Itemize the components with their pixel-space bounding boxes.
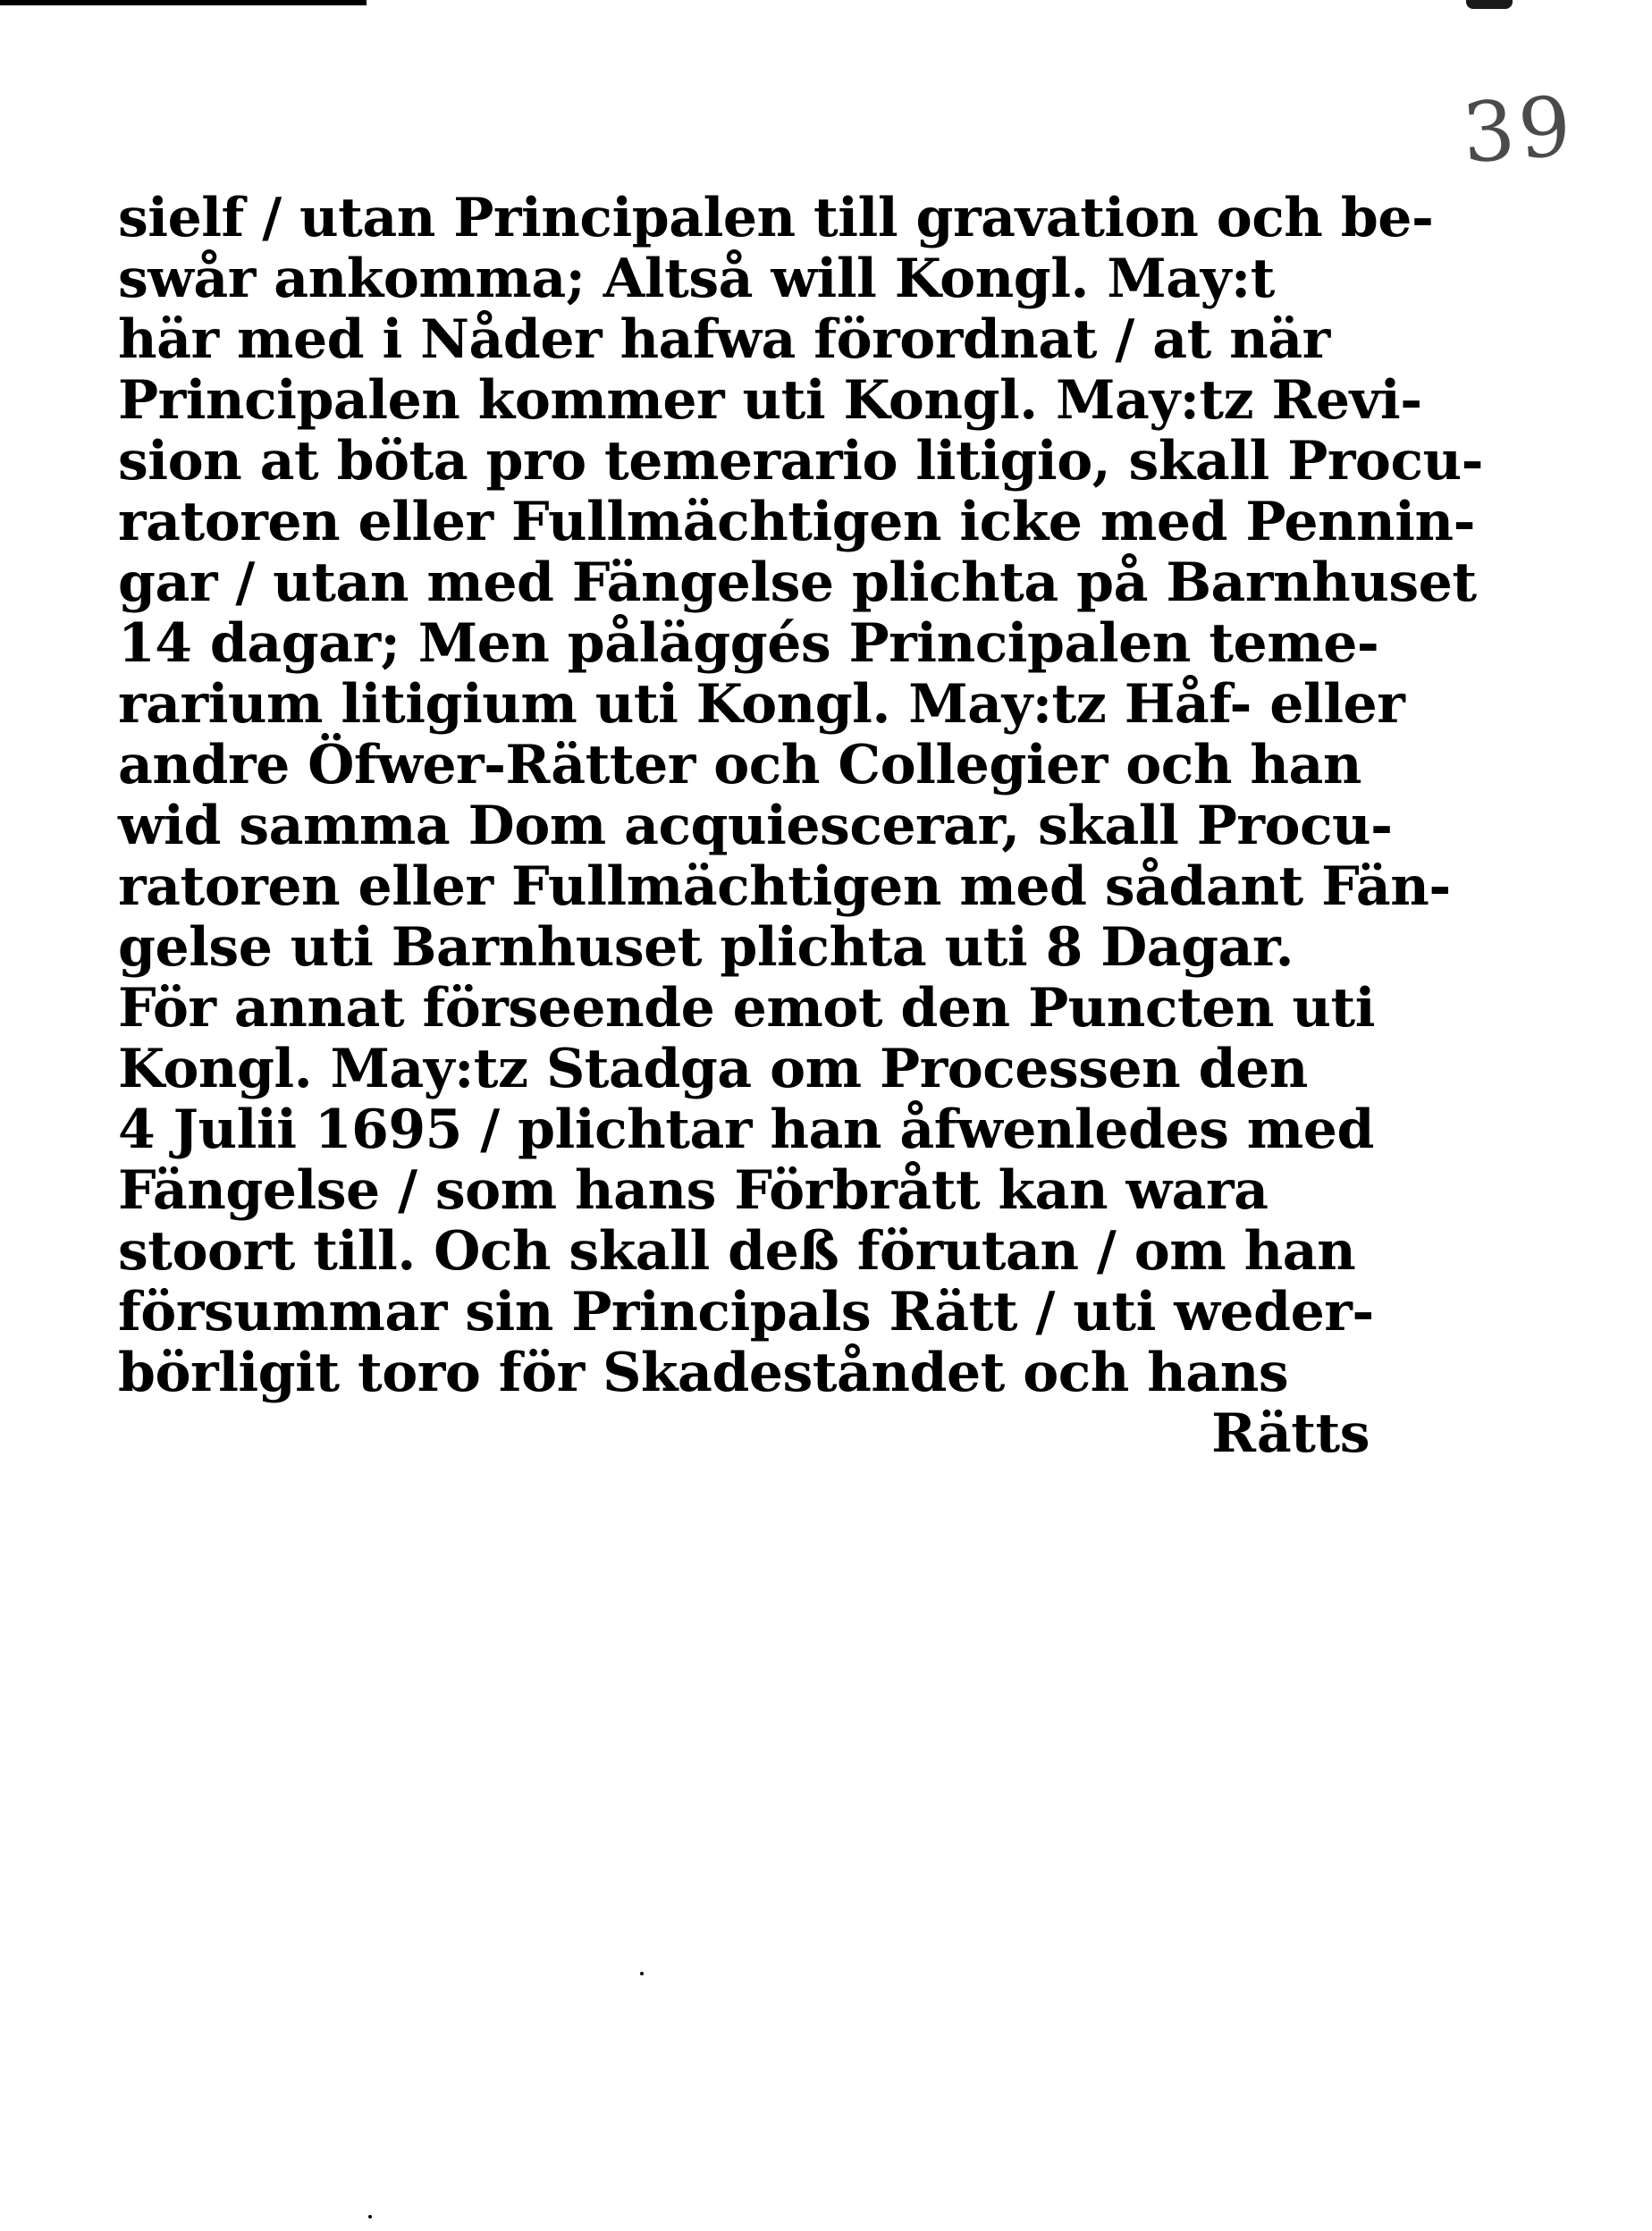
text-line: Fängelse / som hans Förbrått kan wara: [118, 1159, 1268, 1222]
text-line: Principalen kommer uti Kongl. May:tz Revi-: [118, 369, 1422, 432]
page-number: 39: [1459, 78, 1578, 182]
text-line: försummar sin Principals Rätt / uti weder-: [118, 1281, 1374, 1343]
text-line: här med i Nåder hafwa förordnat / at när: [118, 308, 1330, 371]
text-line: andre Öfwer-Rätter och Collegier och han: [118, 734, 1361, 796]
text-line: gar / utan med Fängelse plichta på Barnhuset: [118, 551, 1477, 614]
catchword: Rätts: [1211, 1402, 1370, 1465]
ink-speck: [640, 1972, 644, 1975]
text-line: sielf / utan Principalen till gravation och be-: [118, 187, 1434, 249]
text-line: gelse uti Barnhuset plichta uti 8 Dagar.: [118, 916, 1294, 979]
text-line: Kongl. May:tz Stadga om Processen den: [118, 1038, 1308, 1100]
text-line: För annat förseende emot den Puncten uti: [118, 977, 1375, 1040]
body-text: [118, 187, 1484, 1465]
text-line: stoort till. Och skall deß förutan / om han: [118, 1220, 1356, 1283]
text-line: rarium litigium uti Kongl. May:tz Håf- eller: [118, 673, 1405, 736]
text-line: wid samma Dom acquiescerar, skall Procu-: [118, 795, 1393, 857]
text-line: 4 Julii 1695 / plichtar han åfwenledes med: [118, 1099, 1374, 1161]
ink-speck: [368, 2215, 372, 2218]
text-line: ratoren eller Fullmächtigen icke med Pennin-: [118, 491, 1476, 553]
text-line: swår ankomma; Altså will Kongl. May:t: [118, 248, 1275, 310]
text-line: 14 dagar; Men påläggés Principalen teme-: [118, 612, 1379, 675]
text-line: ratoren eller Fullmächtigen med sådant Fän-: [118, 855, 1451, 918]
top-ink-mark: [1466, 0, 1513, 9]
top-rule: [0, 0, 367, 5]
text-line: sion at böta pro temerario litigio, skall Procu-: [118, 430, 1484, 493]
text-line: börligit toro för Skadeståndet och hans: [118, 1342, 1289, 1404]
